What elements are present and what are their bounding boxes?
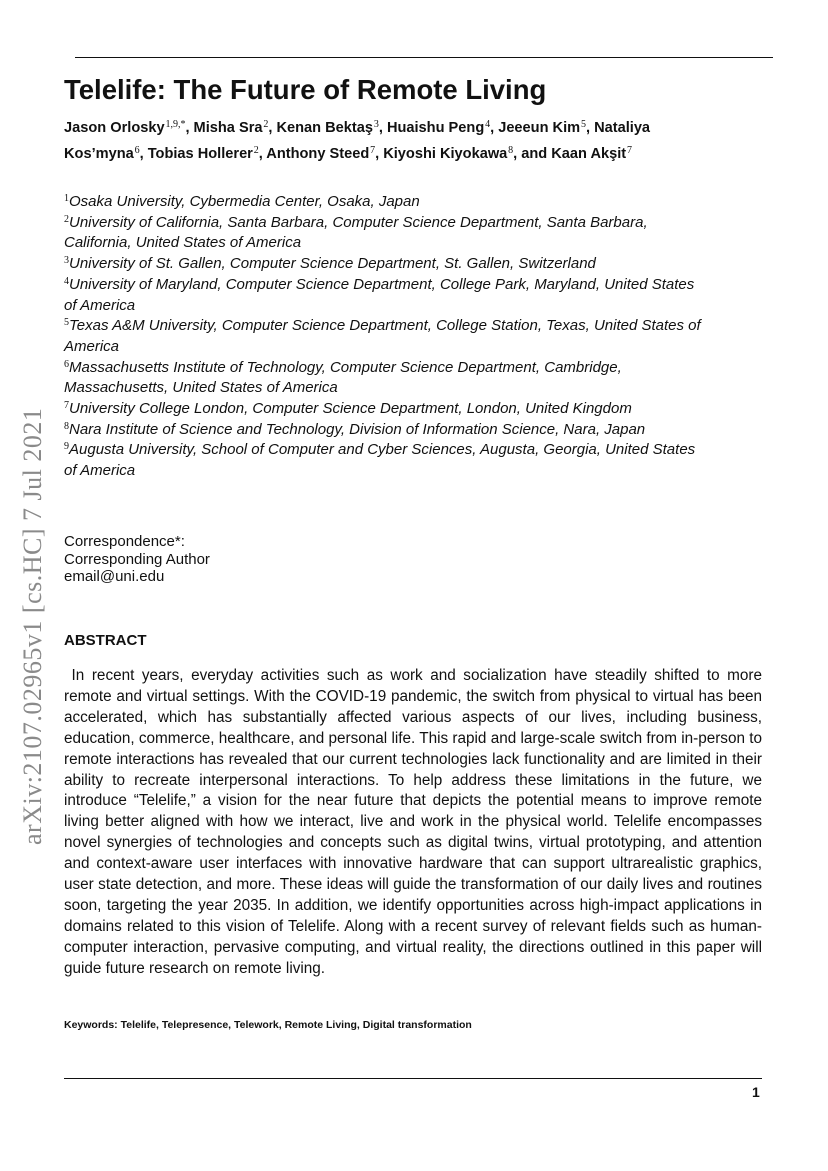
affiliation-text: University of California, Santa Barbara, Computer Science Department, Santa Barbara, California, United States of America <box>64 213 648 252</box>
affiliation-item <box>64 316 704 357</box>
author-affiliation-mark: 2 <box>253 145 259 156</box>
author-list: Jason Orlosky $^{1,9,*}$, Misha Sra $^2$, Kenan Bektaş $^3$, Huaishu Peng $^4$, Jeeeun Kim $^5$, Nataliya Kos’myna $^6$, Tobias Hollerer $^2$, Anthony Steed $^7$, Kiyoshi Kiyokawa $^8$, and Kaan Akşit $^7$ <box>64 119 651 162</box>
author-name: Jeeeun Kim <box>498 120 581 136</box>
author-affiliation-mark: 5 <box>580 119 586 130</box>
affiliation-number: 3 <box>64 255 69 267</box>
affiliation-number: 4 <box>64 275 69 287</box>
correspondence-label: Correspondence*: <box>64 533 185 550</box>
author-name: Kaan Akşit <box>551 146 627 162</box>
paper-title: Telelife: The Future of Remote Living <box>64 74 547 105</box>
author-name: Nataliya Kos’myna <box>64 120 651 162</box>
author-name: Anthony Steed <box>266 146 370 162</box>
affiliation-number: 7 <box>64 400 69 412</box>
affiliation-number: 6 <box>64 358 69 370</box>
affiliation-text: Massachusetts Institute of Technology, Computer Science Department, Cambridge, Massachusetts, United States of America <box>64 358 622 397</box>
author-affiliation-mark: 7 <box>626 145 632 156</box>
author-affiliation-mark: 8 <box>508 145 514 156</box>
affiliation-item <box>64 275 704 316</box>
correspondence-role: Corresponding Author <box>64 550 210 568</box>
correspondence-block <box>64 533 464 586</box>
author-affiliation-mark: 7 <box>370 145 376 156</box>
author-name: Huaishu Peng <box>386 120 485 136</box>
author-name: Jason Orlosky <box>64 120 165 136</box>
author-name: Tobias Hollerer <box>147 146 253 162</box>
header-rule <box>75 57 773 58</box>
author-affiliation-mark: 2 <box>263 119 269 130</box>
author-affiliation-mark: 1,9,* <box>165 119 186 130</box>
affiliation-number: 2 <box>64 213 69 225</box>
author-affiliation-mark: 4 <box>485 119 491 130</box>
affiliation-text: Augusta University, School of Computer and Cyber Sciences, Augusta, Georgia, United States of America <box>64 441 696 480</box>
affiliation-number: 9 <box>64 441 69 453</box>
abstract-body: In recent years, everyday activities such as work and socialization have steadily shifted to more remote and virtual settings. With the COVID-19 pandemic, the switch from physical to virtual has been accelerated, which has substantially affected various aspects of our lives, including business, education, commerce, healthcare, and personal life. This rapid and large-scale switch from in-person to remote interactions has revealed that our current technologies lack functionality and are limited in their ability to recreate interpersonal interactions. To help address these limitations in the future, we introduce “Telelife,” a vision for the near future that depicts the potential means to improve remote living better aligned with how we interact, live and work in the physical world. Telelife encompasses novel synergies of technologies and concepts such as digital twins, virtual prototyping, and attention and context-aware user interfaces with innovative hardware that can support ultrarealistic graphics, user state detection, and more. These ideas will guide the transformation of our daily lives and routines soon, targeting the year 2035. In addition, we identify opportunities across high-impact applications in domains related to this vision of Telelife. Along with a recent survey of relevant fields such as human-computer interaction, pervasive computing, and virtual reality, the directions outlined in this paper will guide future research on remote living. <box>64 667 763 977</box>
page-number: 1 <box>752 1084 760 1100</box>
author-name: Kiyoshi Kiyokawa <box>383 146 508 162</box>
affiliation-text: University College London, Computer Science Department, London, United Kingdom <box>69 400 632 418</box>
author-affiliation-mark: 3 <box>373 119 379 130</box>
affiliation-item <box>64 420 704 441</box>
affiliation-text: Texas A&M University, Computer Science Department, College Station, Texas, United States of America <box>64 317 701 355</box>
author-name: Misha Sra <box>193 120 263 136</box>
footer-rule <box>64 1078 762 1079</box>
affiliation-text: Nara Institute of Science and Technology, Division of Information Science, Nara, Japan <box>69 420 646 438</box>
author-name: Kenan Bektaş <box>276 120 373 136</box>
affiliation-number: 8 <box>64 420 69 432</box>
affiliation-text: Osaka University, Cybermedia Center, Osaka, Japan <box>69 193 420 210</box>
affiliation-number: 5 <box>64 317 69 329</box>
affiliation-item <box>64 213 704 254</box>
affiliation-text: University of St. Gallen, Computer Science Department, St. Gallen, Switzerland <box>69 255 596 273</box>
correspondence-email[interactable]: email@uni.edu <box>64 568 165 585</box>
affiliation-text: University of Maryland, Computer Science Department, College Park, Maryland, United States of America <box>64 275 695 314</box>
affiliation-list <box>64 192 704 482</box>
author-affiliation-mark: 6 <box>134 145 140 156</box>
affiliation-item <box>64 440 704 481</box>
affiliation-item <box>64 254 704 275</box>
keywords: Keywords: Telelife, Telepresence, Telework, Remote Living, Digital transformation <box>64 1019 472 1031</box>
affiliation-item <box>64 192 704 213</box>
abstract-text <box>64 666 762 980</box>
affiliation-number: 1 <box>64 193 69 204</box>
affiliation-item <box>64 358 704 399</box>
arxiv-identifier: arXiv:2107.02965v1 [cs.HC] 7 Jul 2021 <box>18 407 47 845</box>
affiliation-item <box>64 399 704 420</box>
abstract-heading: ABSTRACT <box>64 632 147 649</box>
